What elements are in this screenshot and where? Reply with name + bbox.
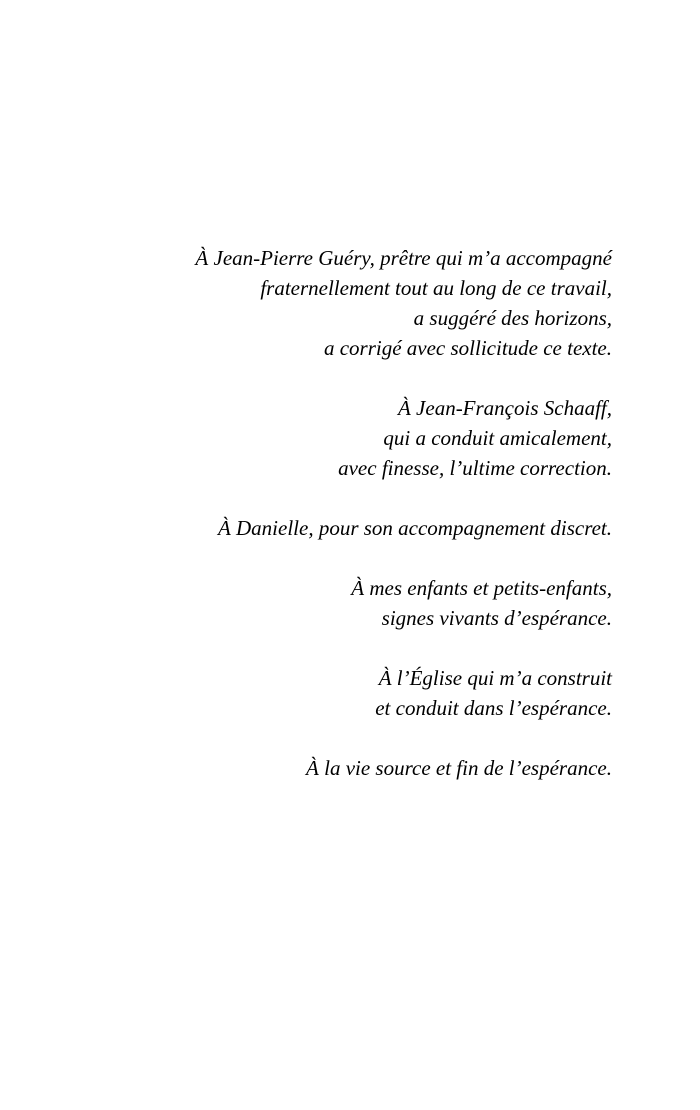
dedication-line: À l’Église qui m’a construit — [378, 666, 612, 690]
dedication-line: avec finesse, l’ultime correction. — [338, 456, 612, 480]
dedication-line: signes vivants d’espérance. — [381, 606, 612, 630]
dedication-block — [132, 243, 612, 813]
dedication-line: À la vie source et fin de l’espérance. — [306, 756, 612, 780]
dedication-danielle — [132, 513, 612, 543]
dedication-children — [132, 573, 612, 633]
dedication-church — [132, 663, 612, 723]
dedication-line: À mes enfants et petits-enfants, — [351, 576, 612, 600]
dedication-jean-francois-schaaff — [132, 393, 612, 483]
dedication-jean-pierre-guery — [132, 243, 612, 363]
dedication-line: À Jean-François Schaaff, — [397, 396, 612, 420]
dedication-line: À Danielle, pour son accompagnement discret. — [217, 516, 612, 540]
dedication-line: À Jean-Pierre Guéry, prêtre qui m’a accompagné — [195, 246, 612, 270]
dedication-line: qui a conduit amicalement, — [383, 426, 612, 450]
dedication-life — [132, 753, 612, 783]
dedication-line: a suggéré des horizons, — [413, 306, 612, 330]
dedication-line: fraternellement tout au long de ce travail, — [260, 276, 612, 300]
dedication-line: a corrigé avec sollicitude ce texte. — [323, 336, 612, 360]
dedication-line: et conduit dans l’espérance. — [375, 696, 612, 720]
